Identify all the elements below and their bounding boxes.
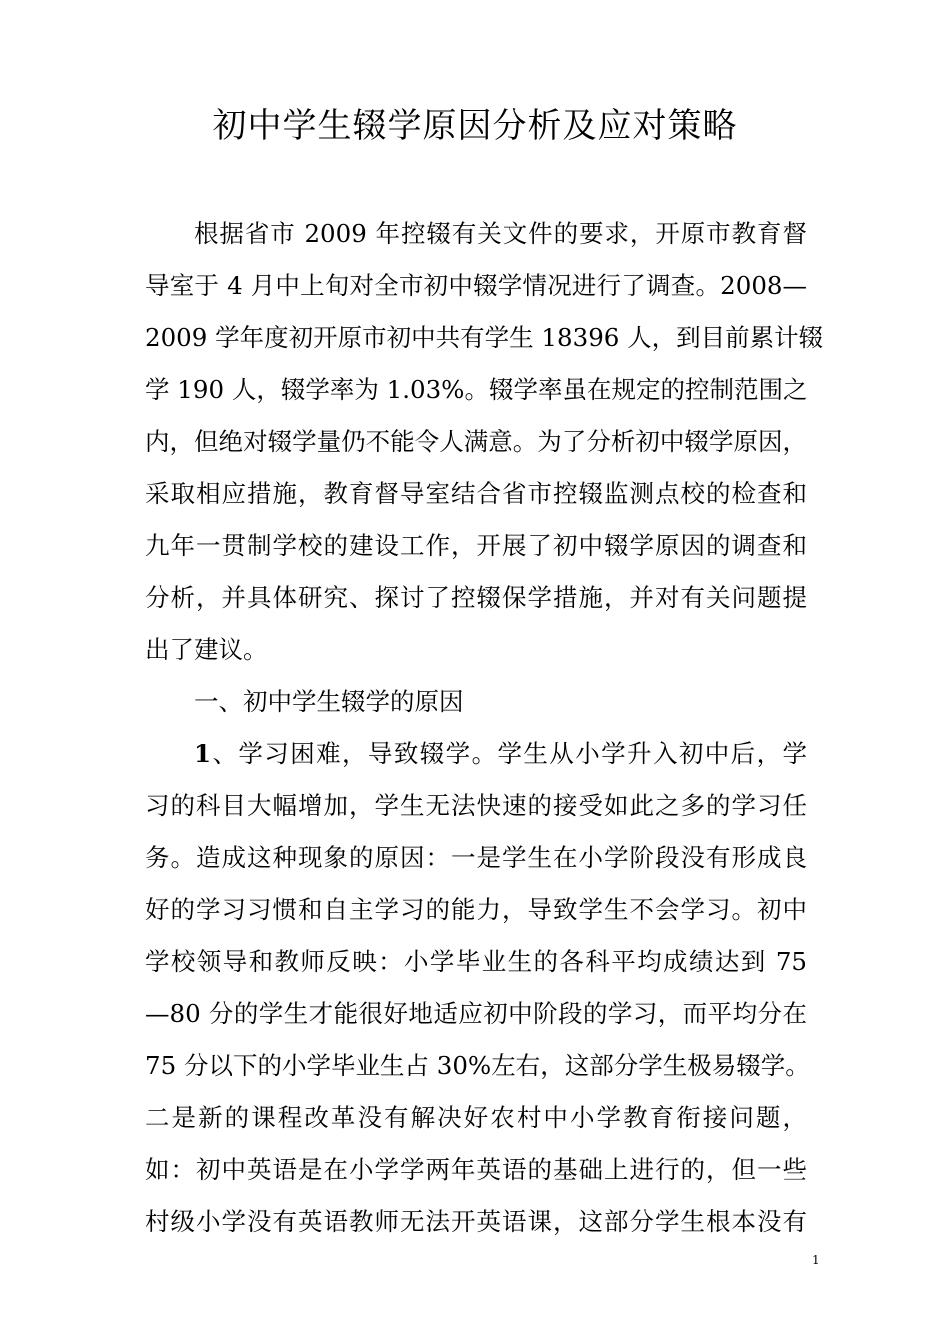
paragraph-line: 村级小学没有英语教师无法开英语课，这部分学生根本没有: [145, 1207, 807, 1236]
paragraph-line: 学校领导和教师反映：小学毕业生的各科平均成绩达到 75: [145, 947, 807, 976]
paragraph-line: 学 190 人，辍学率为 1.03%。辍学率虽在规定的控制范围之: [145, 375, 808, 404]
item-number: 1: [194, 739, 212, 768]
paragraph-line: [145, 728, 807, 780]
paragraph-line: 采取相应措施，教育督导室结合省市控辍监测点校的检查和: [145, 479, 807, 508]
paragraph-line: 2009 学年度初开原市初中共有学生 18396 人，到目前累计辍: [145, 323, 824, 352]
paragraph-line: 分析，并具体研究、探讨了控辍保学措施，并对有关问题提: [145, 583, 807, 612]
document-body: [145, 208, 824, 1248]
paragraph-line: 内，但绝对辍学量仍不能令人满意。为了分析初中辍学原因，: [145, 427, 807, 456]
item-text: 、学习困难，导致辍学。学生从小学升入初中后，学: [211, 739, 807, 768]
paragraph-line: 出了建议。: [145, 635, 268, 664]
paragraph-line: 75 分以下的小学毕业生占 30%左右，这部分学生极易辍学。: [145, 1051, 810, 1080]
paragraph-line: 九年一贯制学校的建设工作，开展了初中辍学原因的调查和: [145, 531, 807, 560]
paragraph-line: 根据省市 2009 年控辍有关文件的要求，开原市教育督: [194, 219, 807, 248]
paragraph-line: 导室于 4 月中上旬对全市初中辍学情况进行了调查。2008—: [145, 271, 807, 300]
document-title: 初中学生辍学原因分析及应对策略: [212, 106, 738, 146]
paragraph-line: 务。造成这种现象的原因：一是学生在小学阶段没有形成良: [145, 843, 807, 872]
paragraph-line: 二是新的课程改革没有解决好农村中小学教育衔接问题，: [145, 1103, 807, 1132]
paragraph-line: 好的学习习惯和自主学习的能力，导致学生不会学习。初中: [145, 895, 807, 924]
paragraph-line: 习的科目大幅增加，学生无法快速的接受如此之多的学习任: [145, 791, 807, 820]
paragraph-line: 如：初中英语是在小学学两年英语的基础上进行的，但一些: [145, 1155, 807, 1184]
page-number: 1: [812, 1253, 820, 1267]
section-heading: 一、初中学生辍学的原因: [194, 687, 464, 716]
paragraph-line: —80 分的学生才能很好地适应初中阶段的学习，而平均分在: [145, 999, 807, 1028]
